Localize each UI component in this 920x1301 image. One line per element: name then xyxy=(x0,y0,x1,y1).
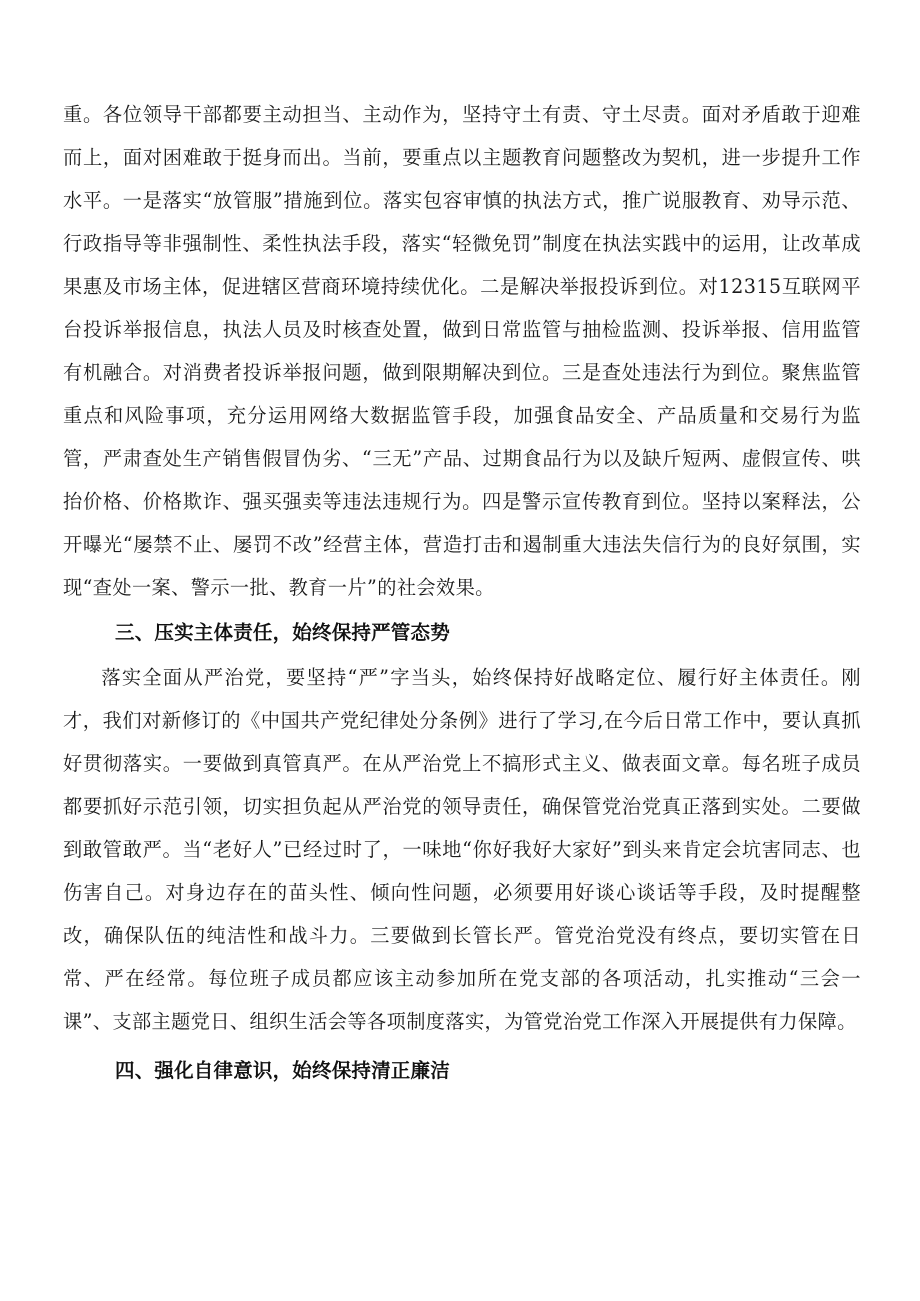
section-heading-4: 四、强化自律意识，始终保持清正廉洁 xyxy=(115,1059,450,1082)
body-paragraph: 重。各位领导干部都要主动担当、主动作为，坚持守土有责、守土尽责。面对矛盾敢于迎难而上，面对困难敢于挺身而出。当前，要重点以主题教育问题整改为契机，进一步提升工作水平。一是落实“放管服”措施到位。落实包容审慎的执法方式，推广说服教育、劝导示范、行政指导等非强制性、柔性执法手段，落实“轻微免罚”制度在执法实践中的运用，让改革成果惠及市场主体，促进辖区营商环境持续优化。二是解决举报投诉到位。对12315互联网平台投诉举报信息，执法人员及时核查处置，做到日常监管与抽检监测、投诉举报、信用监管有机融合。对消费者投诉举报问题，做到限期解决到位。三是查处违法行为到位。聚焦监管重点和风险事项，充分运用网络大数据监管手段，加强食品安全、产品质量和交易行为监管，严肃查处生产销售假冒伪劣、“三无”产品、过期食品行为以及缺斤短两、虚假宣传、哄抬价格、价格欺诈、强买强卖等违法违规行为。四是警示宣传教育到位。坚持以案释法，公开曝光“屡禁不止、屡罚不改”经营主体，营造打击和遏制重大违法失信行为的良好氛围，实现“查处一案、警示一批、教育一片”的社会效果。 xyxy=(63,103,861,599)
body-paragraph: 落实全面从严治党，要坚持“严”字当头，始终保持好战略定位、履行好主体责任。刚才，我们对新修订的《中国共产党纪律处分条例》进行了学习,在今后日常工作中，要认真抓好贯彻落实。一要做到真管真严。在从严治党上不搞形式主义、做表面文章。每名班子成员都要抓好示范引领，切实担负起从严治党的领导责任，确保管党治党真正落到实处。二要做到敢管敢严。当“老好人”已经过时了，一味地“你好我好大家好”到头来肯定会坑害同志、也伤害自己。对身边存在的苗头性、倾向性问题，必须要用好谈心谈话等手段，及时提醒整改，确保队伍的纯洁性和战斗力。三要做到长管长严。管党治党没有终点，要切实管在日常、严在经常。每位班子成员都应该主动参加所在党支部的各项活动，扎实推动“三会一课”、支部主题党日、组织生活会等各项制度落实，为管党治党工作深入开展提供有力保障。 xyxy=(63,666,861,1033)
section-heading-3: 三、压实主体责任，始终保持严管态势 xyxy=(115,621,450,644)
document-body xyxy=(63,93,861,1092)
